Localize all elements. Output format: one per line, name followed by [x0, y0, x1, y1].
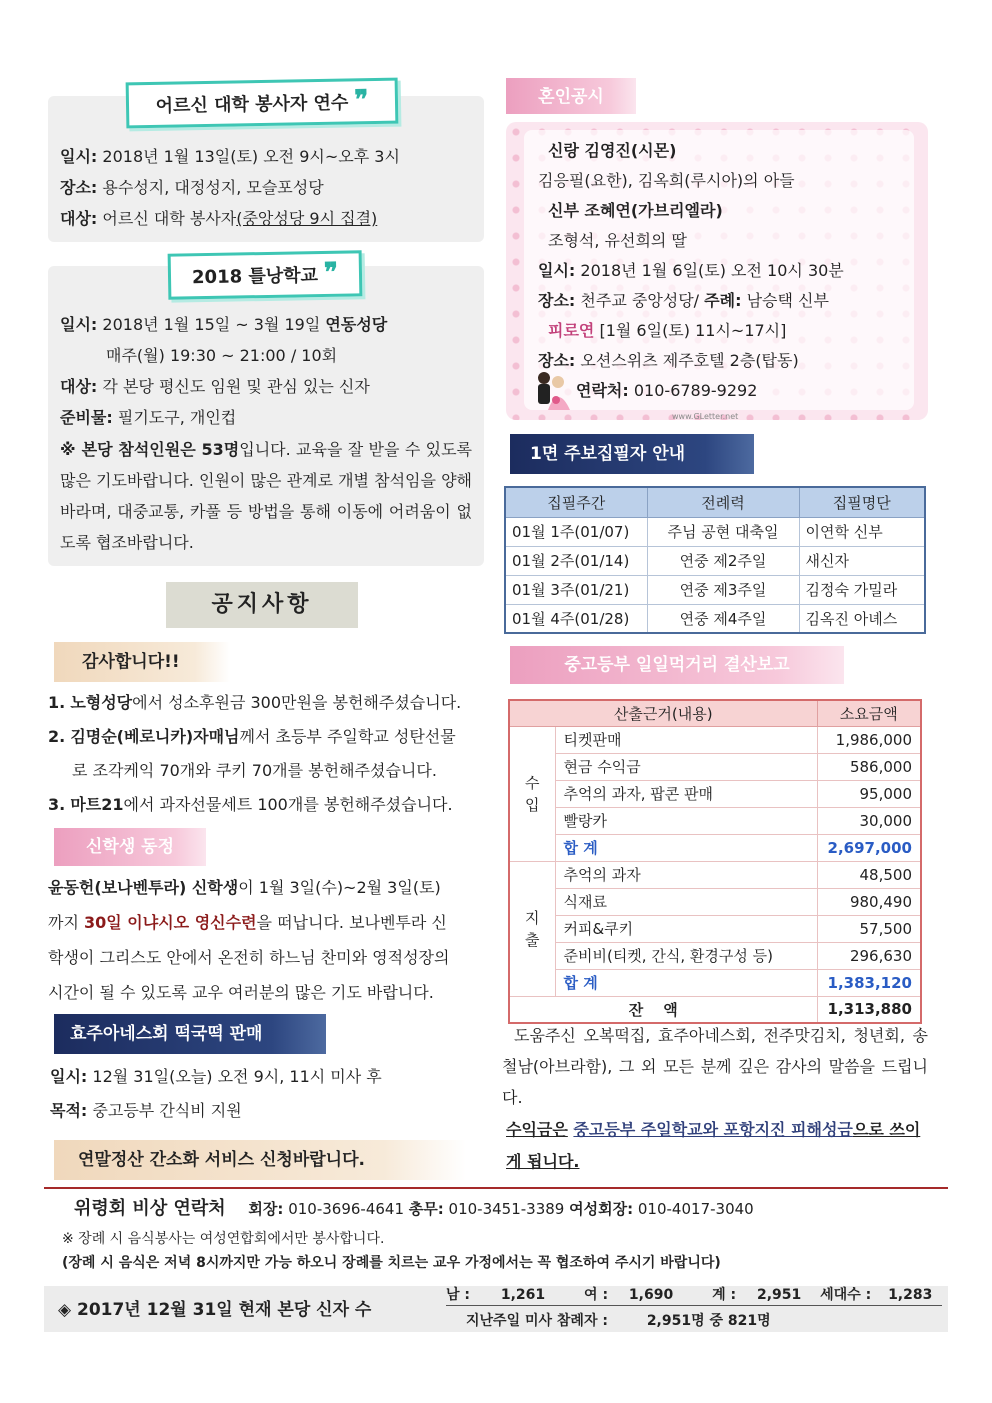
stats-counts: 남 : 1,261 여 : 1,690 계 : 2,951 세대수 : 1,283 [446, 1284, 942, 1306]
ricecake-title: 효주아네스회 떡국떡 판매 [54, 1014, 326, 1054]
writers-liturgy: 연중 제3주일 [647, 575, 799, 604]
expense-label: 지 출 [509, 861, 555, 996]
table-row [509, 969, 921, 996]
income-label: 수 입 [509, 726, 555, 861]
reception: 피로연 [1월 6일(토) 11시~17시] [548, 321, 787, 340]
income-amount: 1,986,000 [817, 726, 921, 753]
thanks-item-2: 2. 김명순(베로니카)자매님께서 초등부 주일학교 성탄선물 [48, 727, 456, 746]
expense-total-amount: 1,383,120 [817, 969, 921, 996]
income-total-amount: 2,697,000 [817, 834, 921, 861]
income-amount: 586,000 [817, 753, 921, 780]
writers-week: 01월 1주(01/07) [505, 517, 647, 546]
emergency-note-2: (장례 시 음식은 저녁 8시까지만 가능 하오니 장례를 치르는 교우 가정에서는 꼭 협조하여 주시기 바랍니다) [62, 1255, 721, 1271]
writers-name: 이연학 신부 [799, 517, 925, 546]
marriage-place: 장소: 천주교 중앙성당/ 주례: 남승택 신부 [538, 291, 829, 310]
marriage-title: 혼인공시 [506, 78, 636, 114]
expense-total-label: 합 계 [555, 969, 817, 996]
emergency-note-1: ※ 장례 시 음식봉사는 여성연합회에서만 봉사합니다. [62, 1231, 385, 1247]
writers-week: 01월 4주(01/28) [505, 604, 647, 633]
bride-name: 신부 조혜연(가브리엘라) [548, 201, 723, 220]
marriage-watermark: www.GLetter.net [672, 412, 739, 421]
writers-header-row [505, 487, 925, 517]
writers-week: 01월 3주(01/21) [505, 575, 647, 604]
expense-amount: 57,500 [817, 915, 921, 942]
snack-header-content: 산출근거(내용) [509, 700, 817, 726]
writers-liturgy: 연중 제4주일 [647, 604, 799, 633]
school-weekly: 매주(월) 19:30 ~ 21:00 / 10회 [106, 346, 338, 365]
writers-week: 01월 2주(01/14) [505, 546, 647, 575]
table-row [505, 604, 925, 633]
snack-header-row [509, 700, 921, 726]
quote-icon: ❞ [323, 257, 339, 288]
marriage-contact: 연락처: 010-6789-9292 [576, 381, 758, 400]
income-amount: 30,000 [817, 807, 921, 834]
seminarian-line-3: 학생이 그리스도 안에서 온전히 하느님 찬미와 영적성장의 [48, 948, 450, 967]
bride-parents: 조형석, 유선희의 딸 [548, 231, 687, 250]
ricecake-purpose: 목적: 중고등부 간식비 지원 [50, 1101, 242, 1120]
balance-amount: 1,313,880 [817, 996, 921, 1023]
expense-item: 커피&쿠키 [555, 915, 817, 942]
seminarian-text [48, 870, 490, 1006]
writers-liturgy: 주님 공현 대축일 [647, 517, 799, 546]
seminarian-line-1: 윤동헌(보나벤투라) 신학생이 1월 3일(수)~2월 3일(토) [48, 878, 441, 897]
school-date: 일시: 2018년 1월 15일 ~ 3월 19일 연동성당 [60, 315, 388, 334]
school-target: 대상: 각 본당 평신도 임원 및 관심 있는 신자 [60, 377, 370, 396]
stats-attendance: 지난주일 미사 참례자 : 2,951명 중 821명 [466, 1313, 771, 1329]
snack-thanks: 도움주신 오복떡집, 효주아네스회, 전주맛김치, 청년회, 송철남(아브라함), 그 외 모든 분께 깊은 감사의 말씀을 드립니다. [502, 1026, 928, 1107]
income-total-label: 합 계 [555, 834, 817, 861]
writers-name: 새신자 [799, 546, 925, 575]
writers-header-writer: 집필명단 [799, 487, 925, 517]
school-title: 2018 틀낭학교 ❞ [168, 250, 363, 299]
divider [44, 1187, 948, 1189]
thanks-item-2-cont: 로 조각케익 70개와 쿠키 70개를 봉헌해주셨습니다. [72, 761, 437, 780]
emergency-line: 위령회 비상 연락처 회장: 010-3696-4641 총무: 010-3451-3389 여성회장: 010-4017-3040 [74, 1198, 754, 1219]
seniors-title: 어르신 대학 봉사자 연수 ❞ [126, 78, 399, 129]
income-item: 빨랑카 [555, 807, 817, 834]
thanks-item-1: 1. 노형성당에서 성소후원금 300만원을 봉헌해주셨습니다. [48, 693, 462, 712]
wedding-couple-icon [530, 370, 574, 414]
table-row [505, 575, 925, 604]
table-row [509, 807, 921, 834]
table-row [509, 753, 921, 780]
expense-item: 준비비(티켓, 간식, 환경구성 등) [555, 942, 817, 969]
writers-name: 김정숙 가밀라 [799, 575, 925, 604]
income-item: 현금 수익금 [555, 753, 817, 780]
seniors-content [60, 142, 480, 238]
income-amount: 95,000 [817, 780, 921, 807]
table-row [509, 861, 921, 888]
table-row [509, 996, 921, 1023]
table-row [509, 942, 921, 969]
table-row [505, 546, 925, 575]
thanks-item-3: 3. 마트21에서 과자선물세트 100개를 봉헌해주셨습니다. [48, 795, 453, 814]
income-item: 티켓판매 [555, 726, 817, 753]
income-item: 추억의 과자, 팝콘 판매 [555, 780, 817, 807]
table-row [509, 888, 921, 915]
snack-proceeds: 수익금은 중고등부 주일학교와 포항지진 피해성금으로 쓰이게 됩니다. [506, 1120, 921, 1171]
seniors-date: 일시: 2018년 1월 13일(토) 오전 9시~오후 3시 [60, 147, 400, 166]
balance-label: 잔액 [509, 996, 817, 1023]
table-row [509, 780, 921, 807]
school-supplies: 준비물: 필기도구, 개인컵 [60, 408, 237, 427]
school-note: ※ 본당 참석인원은 53명입니다. 교육을 잘 받을 수 있도록 많은 기도바랍니다. 인원이 많은 관계로 개별 참석임을 양해바라며, 대중교통, 카풀 등 방법을 통해 이동에 어려움이 없도록 협조바랍니다. [60, 440, 472, 552]
thanks-title: 감사합니다!! [54, 642, 230, 682]
seminarian-line-4: 시간이 될 수 있도록 교우 여러분의 많은 기도 바랍니다. [48, 983, 434, 1002]
reception-place: 장소: 오션스위츠 제주호텔 2층(탑동) [538, 351, 799, 370]
writers-liturgy: 연중 제2주일 [647, 546, 799, 575]
snack-header-amount: 소요금액 [817, 700, 921, 726]
writers-header-liturgy: 전례력 [647, 487, 799, 517]
quote-icon: ❞ [354, 85, 369, 116]
groom-parents: 김응필(요한), 김옥희(루시아)의 아들 [538, 171, 795, 190]
ricecake-date: 일시: 12월 31일(오늘) 오전 9시, 11시 미사 후 [50, 1067, 382, 1086]
table-row [509, 834, 921, 861]
writers-name: 김옥진 아녜스 [799, 604, 925, 633]
expense-amount: 980,490 [817, 888, 921, 915]
expense-amount: 296,630 [817, 942, 921, 969]
expense-item: 식재료 [555, 888, 817, 915]
school-content [60, 310, 474, 560]
seniors-place: 장소: 용수성지, 대정성지, 모슬포성당 [60, 178, 324, 197]
seminarian-line-2: 까지 30일 이냐시오 영신수련을 떠납니다. 보나벤투라 신 [48, 913, 447, 932]
table-row [509, 726, 921, 753]
writers-title: 1면 주보집필자 안내 [510, 434, 754, 474]
expense-amount: 48,500 [817, 861, 921, 888]
expense-item: 추억의 과자 [555, 861, 817, 888]
table-row [509, 915, 921, 942]
groom-name: 신랑 김영진(시몬) [548, 141, 677, 160]
seniors-target: 대상: 어르신 대학 봉사자(중앙성당 9시 집결) [60, 209, 378, 228]
stats-title: ◈ 2017년 12월 31일 현재 본당 신자 수 [58, 1300, 372, 1320]
tax-title: 연말정산 간소화 서비스 신청바랍니다. [54, 1140, 466, 1180]
writers-table [504, 486, 926, 634]
snack-title: 중고등부 일일먹거리 결산보고 [510, 646, 844, 684]
notice-title: 공지사항 [166, 582, 358, 628]
marriage-date: 일시: 2018년 1월 6일(토) 오전 10시 30분 [538, 261, 844, 280]
seminarian-title: 신학생 동정 [54, 828, 206, 866]
snack-table [508, 699, 922, 1024]
table-row [505, 517, 925, 546]
writers-header-week: 집필주간 [505, 487, 647, 517]
emergency-title: 위령회 비상 연락처 [74, 1198, 226, 1219]
